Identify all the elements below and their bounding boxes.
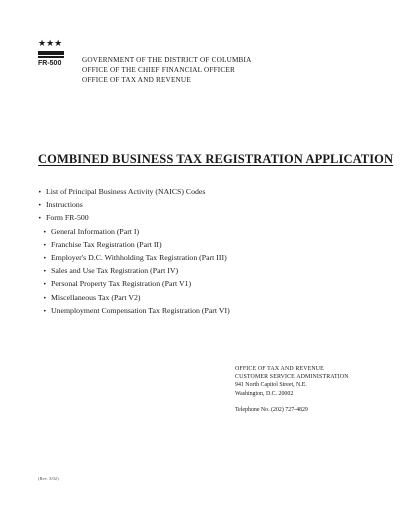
list-item — [38, 186, 230, 199]
sub-list-item — [38, 278, 230, 291]
sub-list-item — [38, 305, 230, 318]
address-phone: Telephone No. (202) 727-4829 — [235, 406, 308, 413]
list-item — [38, 199, 230, 212]
address-office: OFFICE OF TAX AND REVENUE — [235, 366, 324, 372]
address-city: Washington, D.C. 20002 — [235, 390, 294, 397]
sub-list-item-label: Franchise Tax Registration (Part II) — [51, 239, 162, 249]
sub-list-item — [38, 252, 230, 265]
address-street: 941 North Capitol Street, N.E. — [235, 382, 307, 389]
bullet-icon: • — [43, 241, 47, 249]
sub-list-item — [38, 265, 230, 278]
stars-icon: ★★★ — [38, 39, 63, 49]
page-title: COMBINED BUSINESS TAX REGISTRATION APPLICATION — [38, 152, 394, 166]
sub-list-item-label: Miscellaneous Tax (Part V2) — [51, 292, 141, 302]
address-block — [235, 365, 349, 414]
bullet-icon: • — [38, 215, 42, 223]
agency-heading — [82, 55, 252, 85]
agency-line-government: GOVERNMENT OF THE DISTRICT OF COLUMBIA — [82, 56, 252, 64]
bullet-icon: • — [43, 307, 47, 315]
form-code: FR-500 — [38, 60, 62, 67]
agency-line-cfo: OFFICE OF THE CHIEF FINANCIAL OFFICER — [82, 66, 235, 74]
logo-bar-thin — [38, 56, 64, 58]
list-item — [38, 212, 230, 225]
sub-list-item-label: General Information (Part I) — [51, 226, 140, 236]
list-item-label: List of Principal Business Activity (NAICS) Codes — [46, 187, 206, 196]
bullet-icon: • — [38, 189, 42, 196]
sub-list-item-label: Employer's D.C. Withholding Tax Registration (Part III) — [51, 253, 227, 263]
bullet-icon: • — [38, 202, 42, 210]
logo-bar — [38, 51, 64, 55]
bullet-icon: • — [43, 268, 47, 276]
address-division: CUSTOMER SERVICE ADMINISTRATION — [235, 374, 349, 381]
revision-note: (Rev. 3/02) — [38, 476, 59, 481]
dc-logo — [38, 40, 66, 68]
bullet-icon: • — [43, 294, 47, 302]
sub-list-item — [38, 292, 230, 305]
sub-list-item-label: Sales and Use Tax Registration (Part IV) — [51, 266, 179, 276]
sub-list-item — [38, 226, 230, 239]
agency-line-otr: OFFICE OF TAX AND REVENUE — [82, 76, 191, 84]
list-item-label: Form FR-500 — [46, 213, 89, 223]
bullet-icon: • — [43, 255, 47, 263]
sub-list-item-label: Personal Property Tax Registration (Part V1) — [51, 279, 192, 289]
bullet-icon: • — [43, 228, 47, 236]
contents-list — [38, 186, 230, 318]
list-item-label: Instructions — [46, 200, 83, 210]
bullet-icon: • — [43, 281, 47, 289]
sub-list-item — [38, 239, 230, 252]
sub-list-item-label: Unemployment Compensation Tax Registration (Part VI) — [51, 305, 230, 315]
